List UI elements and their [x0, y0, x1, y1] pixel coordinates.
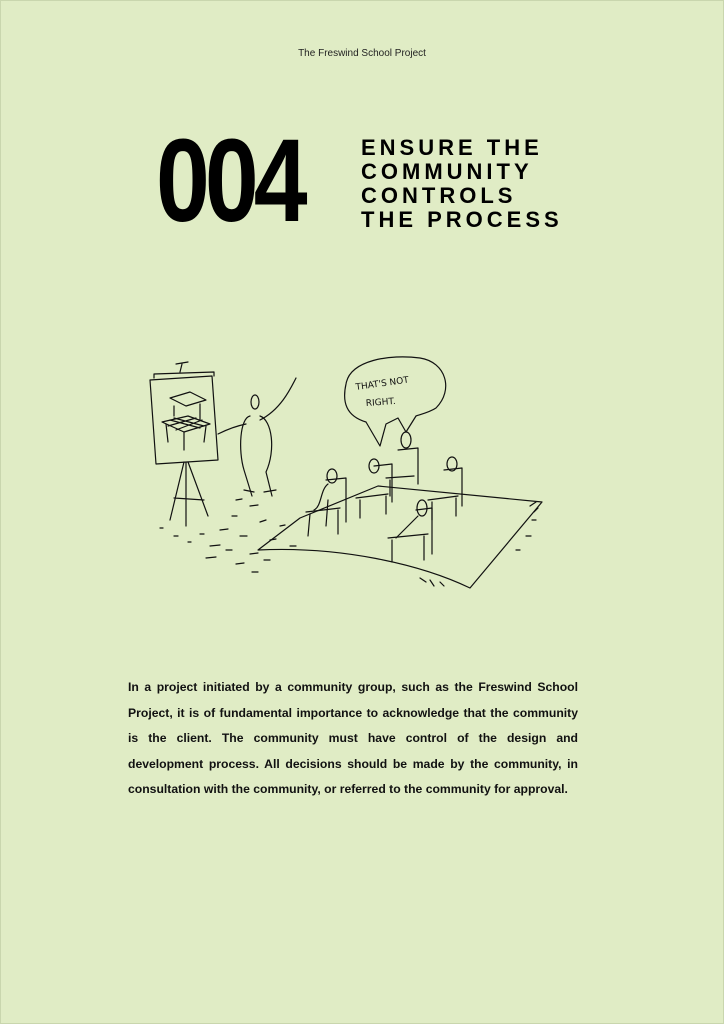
seated-audience [306, 432, 462, 562]
presenter-figure [218, 378, 296, 496]
speech-text: RIGHT. [365, 396, 397, 409]
easel-drawing [150, 362, 218, 526]
running-header: The Freswind School Project [298, 48, 426, 59]
speech-text: THAT'S NOT [355, 375, 410, 393]
ground-marks [160, 499, 296, 572]
speech-bubble [345, 357, 446, 446]
section-title [361, 136, 563, 232]
title-line: CONTROLS [361, 183, 517, 208]
community-meeting-illustration [140, 350, 560, 590]
title-line: ENSURE THE [361, 135, 543, 160]
section-number: 004 [156, 115, 303, 247]
title-line: COMMUNITY [361, 159, 533, 184]
body-paragraph: In a project initiated by a community group, such as the Freswind School Project, it is of fundamental importance to acknowledge that the community is the client. The community must have control of the design and development process. All decisions should be made by the community, in consultation with the community, or referred to the community for approval. [128, 680, 578, 796]
title-line: THE PROCESS [361, 207, 563, 232]
